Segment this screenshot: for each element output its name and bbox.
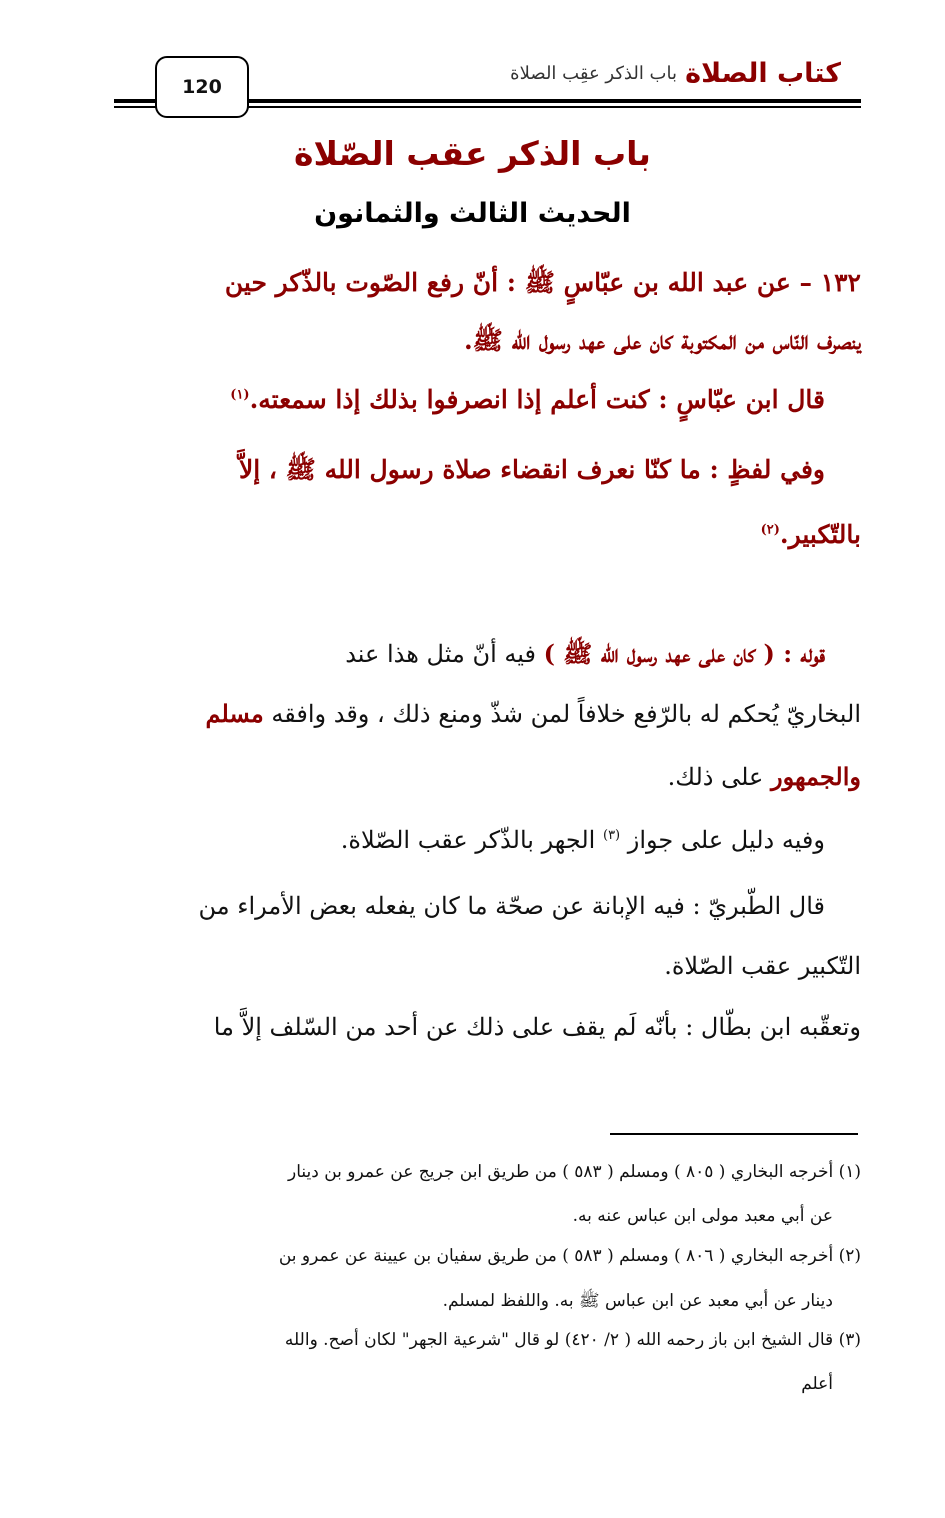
hadith-line-4: وفي لفظٍ : ما كنّا نعرف انقضاء صلاة رسول الله ﷺ ، إلاَّ bbox=[239, 455, 825, 484]
commentary-line-3-rest: على ذلك. bbox=[667, 763, 771, 791]
chapter-title: باب الذكر عقب الصّلاة bbox=[294, 134, 651, 173]
hadith-line-1: ١٣٢ – عن عبد الله بن عبّاسٍ ﷺ : أنّ رفع الصّوت بالذّكر حين bbox=[224, 268, 861, 297]
footnote-1-line-2: عن أبي معبد مولى ابن عباس عنه به. bbox=[572, 1206, 833, 1226]
hadith-line-3-text: قال ابن عبّاسٍ : كنت أعلم إذا انصرفوا بذلك إذا سمعته. bbox=[249, 385, 825, 414]
commentary-line-7: وتعقّبه ابن بطّال : بأنّه لَم يقف على ذلك عن أحد من السّلف إلاَّ ما bbox=[213, 1013, 861, 1041]
commentary-line-4 bbox=[341, 826, 825, 855]
footnote-separator bbox=[610, 1133, 858, 1135]
hadith-heading: الحديث الثالث والثمانون bbox=[314, 198, 631, 229]
hadith-line-5-text: بالتّكبير. bbox=[779, 520, 861, 549]
commentary-line-4-a: وفيه دليل على جواز bbox=[620, 826, 825, 854]
footnote-2-line-1: (٢) أخرجه البخاري ( ٨٠٦ ) ومسلم ( ٥٨٣ ) من طريق سفيان بن عيينة عن عمرو بن bbox=[278, 1246, 861, 1266]
hadith-line-5 bbox=[761, 520, 861, 550]
footnote-ref-1: (١) bbox=[230, 387, 250, 403]
chapter-running-title: باب الذكر عقِب الصلاة bbox=[510, 63, 677, 84]
commentary-jumhur: والجمهور bbox=[771, 762, 861, 791]
commentary-line-6: التّكبير عقب الصّلاة. bbox=[664, 952, 861, 980]
commentary-line-5: قال الطّبريّ : فيه الإبانة عن صحّة ما كان يفعله بعض الأمراء من bbox=[198, 892, 825, 920]
commentary-line-2 bbox=[206, 700, 861, 729]
commentary-muslim: مسلم bbox=[205, 699, 264, 728]
commentary-line-2-text: البخاريّ يُحكم له بالرّفع خلافاً لمن شذّ ومنع ذلك ، وقد وافقه bbox=[271, 700, 861, 728]
commentary-line-1 bbox=[345, 640, 825, 669]
footnote-ref-2: (٢) bbox=[760, 522, 780, 538]
hadith-line-3 bbox=[230, 385, 825, 415]
commentary-quote: قوله : ( كان على عهد رسول الله ﷺ ) bbox=[543, 639, 825, 668]
footnote-ref-3: (٣) bbox=[602, 828, 621, 843]
hadith-line-2: ينصرف النّاس من المكتوبة كان على عهد رسول الله ﷺ. bbox=[463, 326, 861, 355]
footnote-1-line-1: (١) أخرجه البخاري ( ٨٠٥ ) ومسلم ( ٥٨٣ ) من طريق ابن جريج عن عمرو بن دينار bbox=[288, 1162, 861, 1182]
footnote-2-line-2: دينار عن أبي معبد عن ابن عباس ﷺ به. واللفظ لمسلم. bbox=[442, 1291, 833, 1311]
commentary-line-4-b: الجهر بالذّكر عقب الصّلاة. bbox=[340, 826, 603, 854]
footnote-3-line-1: (٣) قال الشيخ ابن باز رحمه الله ( ٢/ ٤٢٠) لو قال "شرعية الجهر" لكان أصح. والله bbox=[284, 1330, 861, 1350]
footnote-3-line-2: أعلم bbox=[801, 1374, 833, 1394]
book-title: كتاب الصلاة bbox=[685, 58, 841, 89]
commentary-line-3 bbox=[668, 763, 861, 792]
commentary-line-1-rest: فيه أنّ مثل هذا عند bbox=[345, 640, 544, 668]
page-number: 120 bbox=[155, 56, 249, 118]
